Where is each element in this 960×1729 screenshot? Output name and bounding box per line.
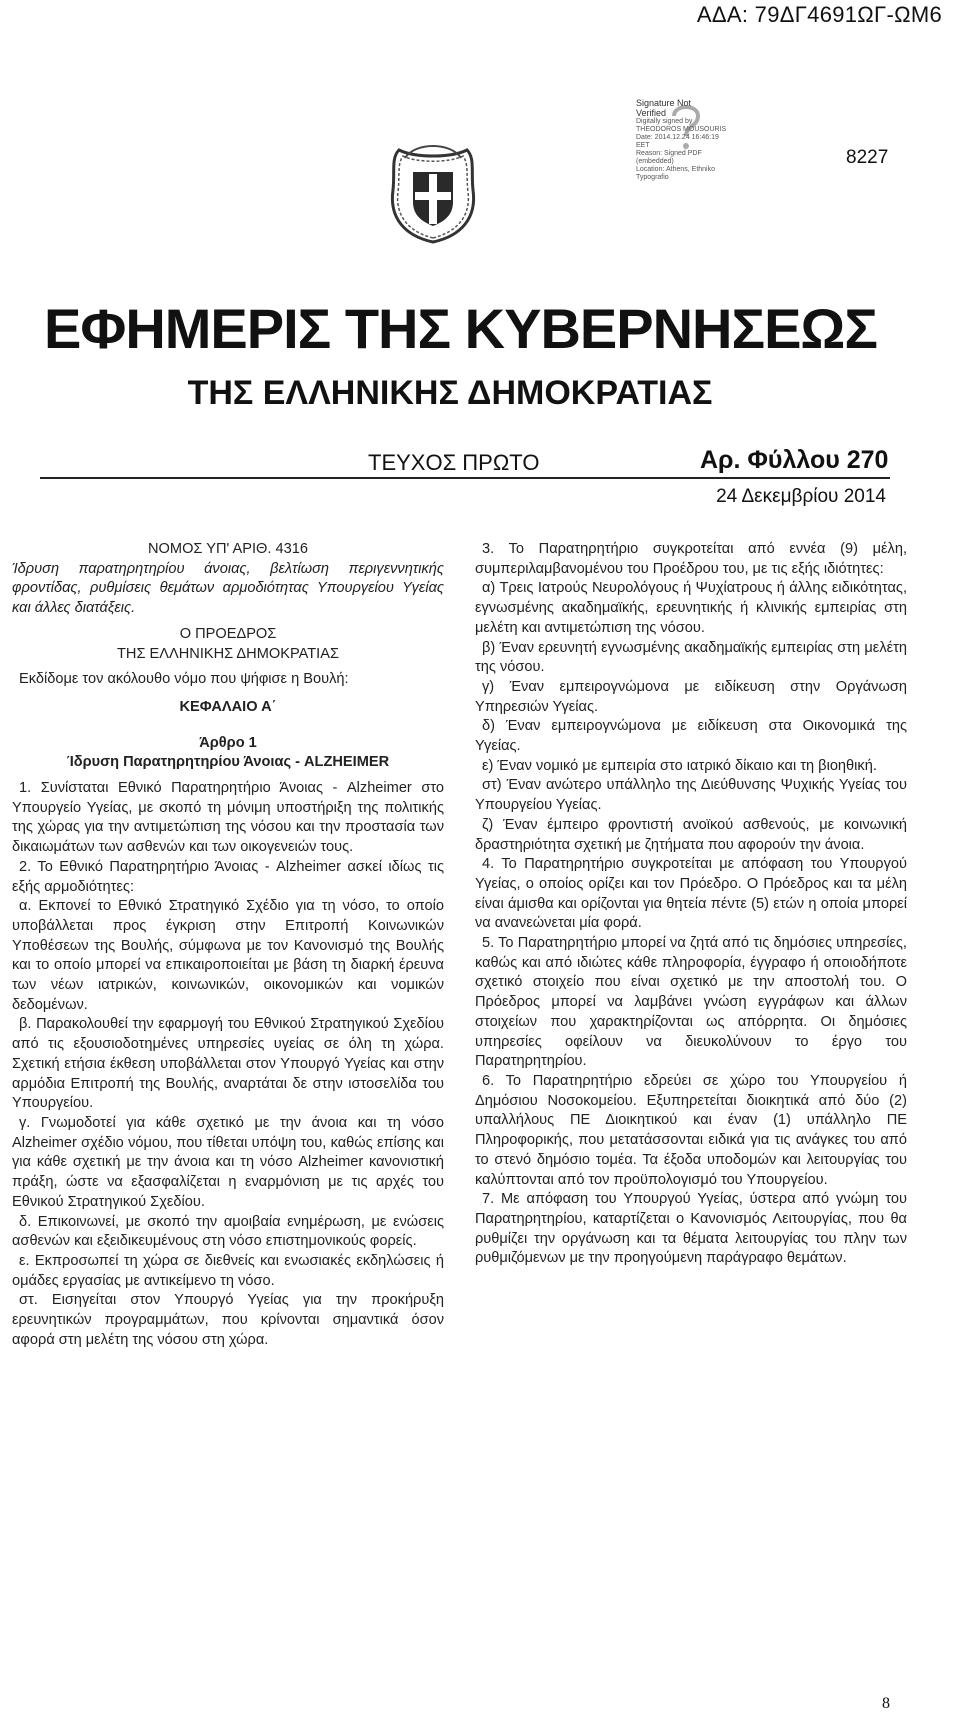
paragraph: 6. Το Παρατηρητήριο εδρεύει σε χώρο του Υπουργείου ή Δημόσιου Νοσοκομείου. Εξυπηρετείται διοικητικά από δύο (2) υπαλλήλους ΠΕ Διοικητικού και έναν (1) υπάλληλο ΠΕ Πληροφορικής, που μετατάσσονται ειδικά για τις ανάγκες του από το στενό δημόσιο τομέα. Τα έξοδα υποδομών και λειτουργίας του καλύπτονται από τον προϋπολογισμό του Υπουργείου. [475, 1072, 907, 1188]
signature-detail: Date: 2014.12.24 16:46:19 [636, 134, 719, 141]
chapter-heading: ΚΕΦΑΛΑΙΟ Α΄ [179, 698, 277, 715]
page-index: 8 [882, 1695, 890, 1712]
header-divider [40, 477, 890, 479]
paragraph: α) Τρεις Ιατρούς Νευρολόγους ή Ψυχίατρους ή άλλης ειδικότητας, εγνωσμένης ακαδημαϊκής, ερευνητικής ή κλινικής εμπειρίας στη μελέτη και αντιμετώπιση της νόσου. [475, 580, 907, 636]
masthead-subtitle: ΤΗΣ ΕΛΛΗΝΙΚΗΣ ΔΗΜΟΚΡΑΤΙΑΣ [187, 374, 713, 412]
law-title: ΝΟΜΟΣ ΥΠ' ΑΡΙΘ. 4316 [148, 541, 308, 557]
paragraph: ζ) Έναν έμπειρο φροντιστή ανοϊκού ασθενούς, με κοινωνική δραστηριότητα σχετική με ζητήματα που αφορούν την άνοια. [475, 816, 907, 853]
paragraph: 2. Το Εθνικό Παρατηρητήριο Άνοιας - Alzheimer ασκεί ιδίως τις εξής αρμοδιότητες: [12, 858, 444, 895]
signature-detail: Location: Athens, Ethniko [636, 166, 715, 173]
paragraph: 5. Το Παρατηρητήριο μπορεί να ζητά από τις δημόσιες υπηρεσίες, καθώς και από ιδιώτες κάθε πληροφορία, έγγραφο ή οποιοδήποτε σχετικό στοιχείο που είναι σχετικό με την αποστολή του. Ο Πρόεδρος μπορεί να λαμβάνει γνώση εγγράφων και άλλων στοιχείων που χαρακτηρίζονται ως απόρρητα. Οι δημόσιες υπηρεσίες οφείλουν να διευκολύνουν το έργο του Παρατηρητηρίου. [475, 935, 907, 1070]
president-heading: ΤΗΣ ΕΛΛΗΝΙΚΗΣ ΔΗΜΟΚΡΑΤΙΑΣ [117, 645, 339, 662]
paragraph: 7. Με απόφαση του Υπουργού Υγείας, ύστερα από γνώμη του Παρατηρητηρίου, καταρτίζεται ο Κανονισμός Λειτουργίας, που θα ρυθμίζει την οργάνωση και τα θέματα λειτουργίας του πλην των ρυθμιζόμενων με την προηγούμενη παράγραφο θεμάτων. [475, 1191, 907, 1267]
promulgation-text: Εκδίδομε τον ακόλουθο νόμο που ψήφισε η Βουλή: [19, 671, 349, 688]
paragraph: δ. Επικοινωνεί, με σκοπό την αμοιβαία ενημέρωση, με ενώσεις ασθενών και εξειδικευμένους στη νόσο επιστημονικούς φορείς. [12, 1213, 444, 1250]
paragraph: 1. Συνίσταται Εθνικό Παρατηρητήριο Άνοιας - Alzheimer στο Υπουργείο Υγείας, με σκοπό τη μόνιμη υποστήριξη της πολιτικής της χώρας για την αντιμετώπιση της νόσου και την προστασία των δικαιωμάτων των ασθενών και των οικογενειών τους. [12, 780, 444, 856]
paragraph: β. Παρακολουθεί την εφαρμογή του Εθνικού Στρατηγικού Σχεδίου από τις εξουσιοδοτημένες υπηρεσίες υγείας σε όλη τη χώρα. Σχετική ετήσια έκθεση υποβάλλεται στον Υπουργό Υγείας και στην αρμόδια Επιτροπή της Βουλής, αναρτάται δε στην ιστοσελίδα του Υπουργείου. [12, 1016, 444, 1112]
paragraph: β) Έναν ερευνητή εγνωσμένης ακαδημαϊκής εμπειρίας στη μελέτη της νόσου. [475, 639, 907, 676]
left-column [12, 540, 444, 1350]
signature-detail: Typografio [636, 174, 669, 181]
paragraph: γ) Έναν εμπειρογνώμονα με ειδίκευση στην Οργάνωση Υπηρεσιών Υγείας. [475, 678, 907, 715]
ada-code: ΑΔΑ: 79ΔΓ4691ΩΓ-ΩΜ6 [696, 2, 942, 27]
paragraph: γ. Γνωμοδοτεί για κάθε σχετικό με την άνοια και τη νόσο Alzheimer σχέδιο νόμου, που τίθεται υπόψη του, καθώς επίσης και για κάθε σχετική με την άνοια και τη νόσο Alzheimer κανονιστική πράξη, ώστε να εξασφαλίζεται η εναρμόνιση με τις αρχές του Εθνικού Στρατηγικού Σχεδίου. [12, 1114, 444, 1210]
article-title: Ίδρυση Παρατηρητηρίου Άνοιας - ALZHEIMER [66, 754, 390, 771]
paragraph: στ. Εισηγείται στον Υπουργό Υγείας για την προκήρυξη ερευνητικών προγραμμάτων, που κρίνονται σημαντικά όσον αφορά στη μελέτη της νόσου στη χώρα. [12, 1292, 444, 1348]
right-column [475, 540, 907, 1269]
signature-detail: EET [636, 142, 650, 149]
president-heading: Ο ΠΡΟΕΔΡΟΣ [179, 625, 277, 642]
paragraph: α. Εκπονεί το Εθνικό Στρατηγικό Σχέδιο για τη νόσο, το οποίο υποβάλλεται προς έγκριση στην Επιτροπή Κοινωνικών Υποθέσεων της Βουλής, σύμφωνα με τον Κανονισμό της Βουλής και το οποίο μπορεί να επικαιροποιείται με βάση τη διαρκή έρευνα των νέων ιατρικών, κοινωνικών, οικονομικών και νομικών δεδομένων. [12, 898, 444, 1013]
signature-detail: (embedded) [636, 158, 674, 165]
paragraph: στ) Έναν ανώτερο υπάλληλο της Διεύθυνσης Ψυχικής Υγείας του Υπουργείου Υγείας. [475, 777, 907, 814]
signature-detail: THEODOROS MOUSOURIS [636, 126, 727, 133]
signature-stamp [636, 98, 746, 181]
gazette-page-number: 8227 [846, 147, 889, 168]
signature-detail: Digitally signed by [636, 118, 693, 125]
law-subject: Ίδρυση παρατηρητηρίου άνοιας, βελτίωση περιγεννητικής φροντίδας, ρυθμίσεις θεμάτων αρμοδιότητας Υπουργείου Υγείας και άλλες διατάξεις. [12, 560, 444, 617]
paragraph: δ) Έναν εμπειρογνώμονα με ειδίκευση στα Οικονομικά της Υγείας. [475, 718, 907, 755]
issue-series: ΤΕΥΧΟΣ ΠΡΩΤΟ [368, 450, 540, 475]
publication-date: 24 Δεκεμβρίου 2014 [716, 486, 886, 507]
article-heading: Άρθρο 1 [199, 734, 257, 751]
masthead-title: ΕΦΗΜΕΡΙΣ ΤΗΣ ΚΥΒΕΡΝΗΣΕΩΣ [44, 297, 877, 360]
sheet-number: Αρ. Φύλλου 270 [700, 446, 889, 474]
paragraph: 3. Το Παρατηρητήριο συγκροτείται από εννέα (9) μέλη, συμπεριλαμβανομένου του Προέδρου του, με τις εξής ιδιότητες: [475, 541, 907, 577]
signature-status-line2: Verified [636, 108, 667, 118]
paragraph: ε. Εκπροσωπεί τη χώρα σε διεθνείς και ενωσιακές εκδηλώσεις ή ομάδες εργασίας με αντικείμενο τη νόσο. [12, 1252, 444, 1289]
signature-detail: Reason: Signed PDF [636, 150, 702, 157]
greek-coat-of-arms-icon [385, 138, 481, 246]
paragraph: ε) Έναν νομικό με εμπειρία στο ιατρικό δίκαιο και τη βιοηθική. [482, 757, 877, 774]
question-mark-icon [666, 102, 706, 152]
signature-status-line1: Signature Not [636, 98, 692, 108]
paragraph: 4. Το Παρατηρητήριο συγκροτείται με απόφαση του Υπουργού Υγείας, ο οποίος ορίζει και τον Πρόεδρο. Ο Πρόεδρος και τα μέλη είναι άμισθα και ορίζονται για θητεία πέντε (5) ετών η οποία μπορεί να ανανεώνεται μία φορά. [475, 856, 907, 932]
